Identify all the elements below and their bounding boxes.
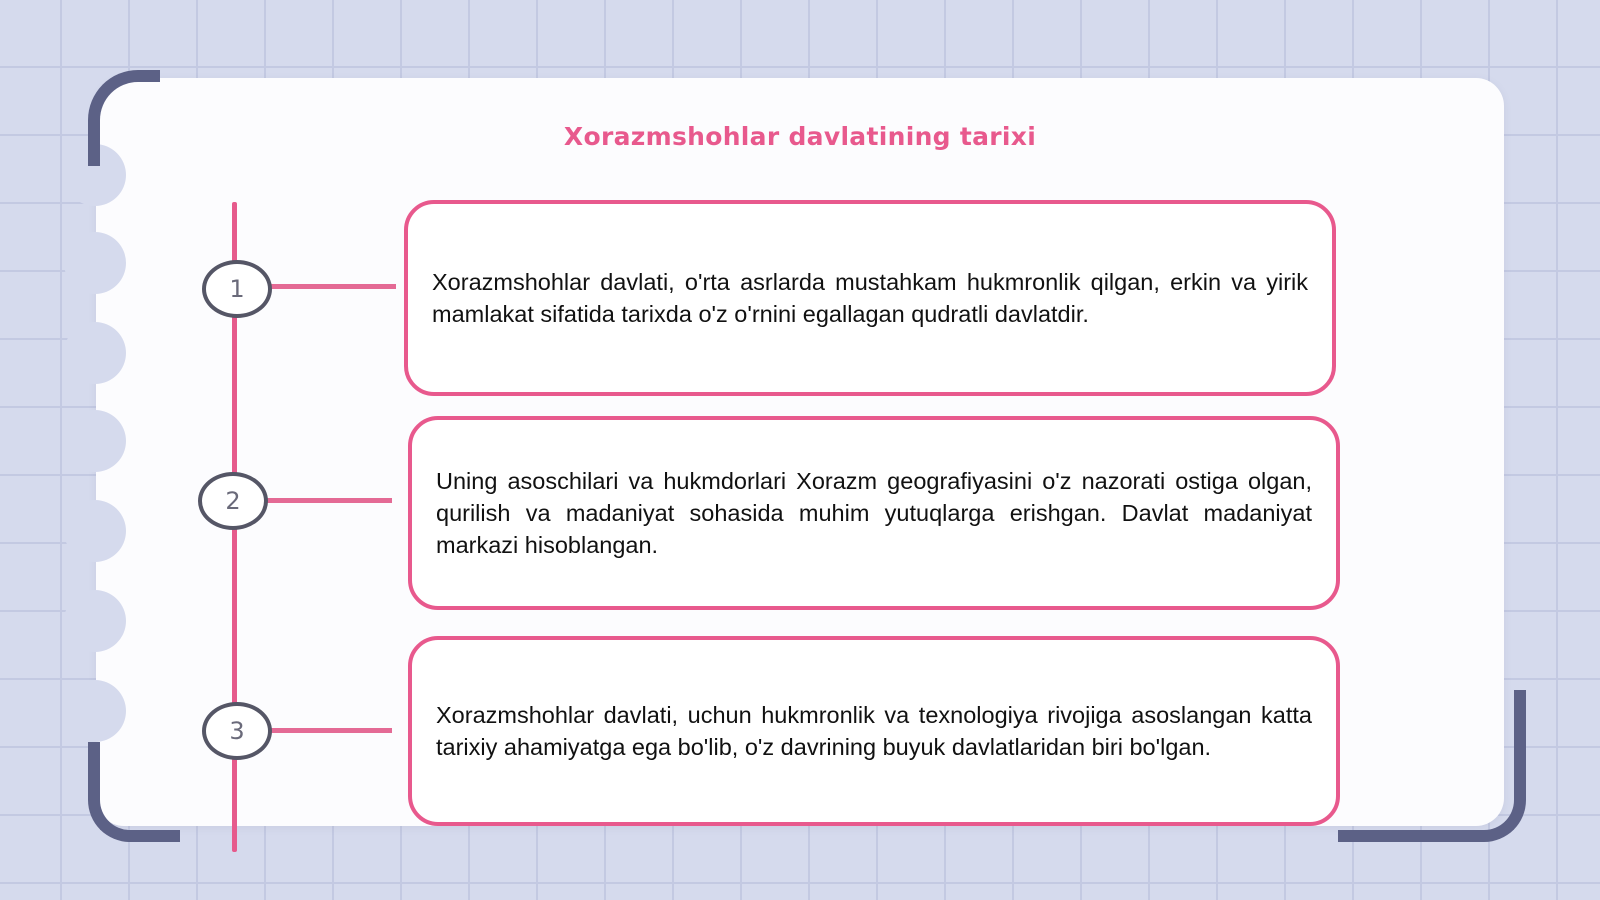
timeline-connector xyxy=(266,284,396,289)
binder-hole xyxy=(64,680,126,742)
corner-bracket-bottom-right xyxy=(1338,690,1526,842)
binder-hole xyxy=(64,590,126,652)
timeline-card xyxy=(408,636,1340,826)
binder-hole xyxy=(64,232,126,294)
timeline-connector xyxy=(262,498,392,503)
timeline-card-text: Uning asoschilari va hukmdorlari Xorazm geografiyasini o'z nazorati ostiga olgan, qurilish va madaniyat sohasida muhim yutuqlarga erishgan. Davlat madaniyat markazi hisoblangan. xyxy=(436,468,1312,558)
timeline-card xyxy=(404,200,1336,396)
binder-hole xyxy=(64,500,126,562)
timeline-connector xyxy=(266,728,392,733)
step-number-badge: 1 xyxy=(202,260,272,318)
timeline-card-text: Xorazmshohlar davlati, uchun hukmronlik va texnologiya rivojiga asoslangan katta tarixiy ahamiyatga ega bo'lib, o'z davrining buyuk davlatlaridan biri bo'lgan. xyxy=(436,702,1312,760)
slide-title: Xorazmshohlar davlatining tarixi xyxy=(563,122,1037,151)
binder-hole xyxy=(64,410,126,472)
corner-bracket-bottom-left xyxy=(88,742,180,842)
timeline-card-text: Xorazmshohlar davlati, o'rta asrlarda mustahkam hukmronlik qilgan, erkin va yirik mamlakat sifatida tarixda o'z o'rnini egallagan qudratli davlatdir. xyxy=(432,269,1308,327)
step-number-badge: 2 xyxy=(198,472,268,530)
step-number-badge: 3 xyxy=(202,702,272,760)
binder-hole xyxy=(64,322,126,384)
corner-bracket-top-left xyxy=(88,70,160,166)
timeline-card xyxy=(408,416,1340,610)
